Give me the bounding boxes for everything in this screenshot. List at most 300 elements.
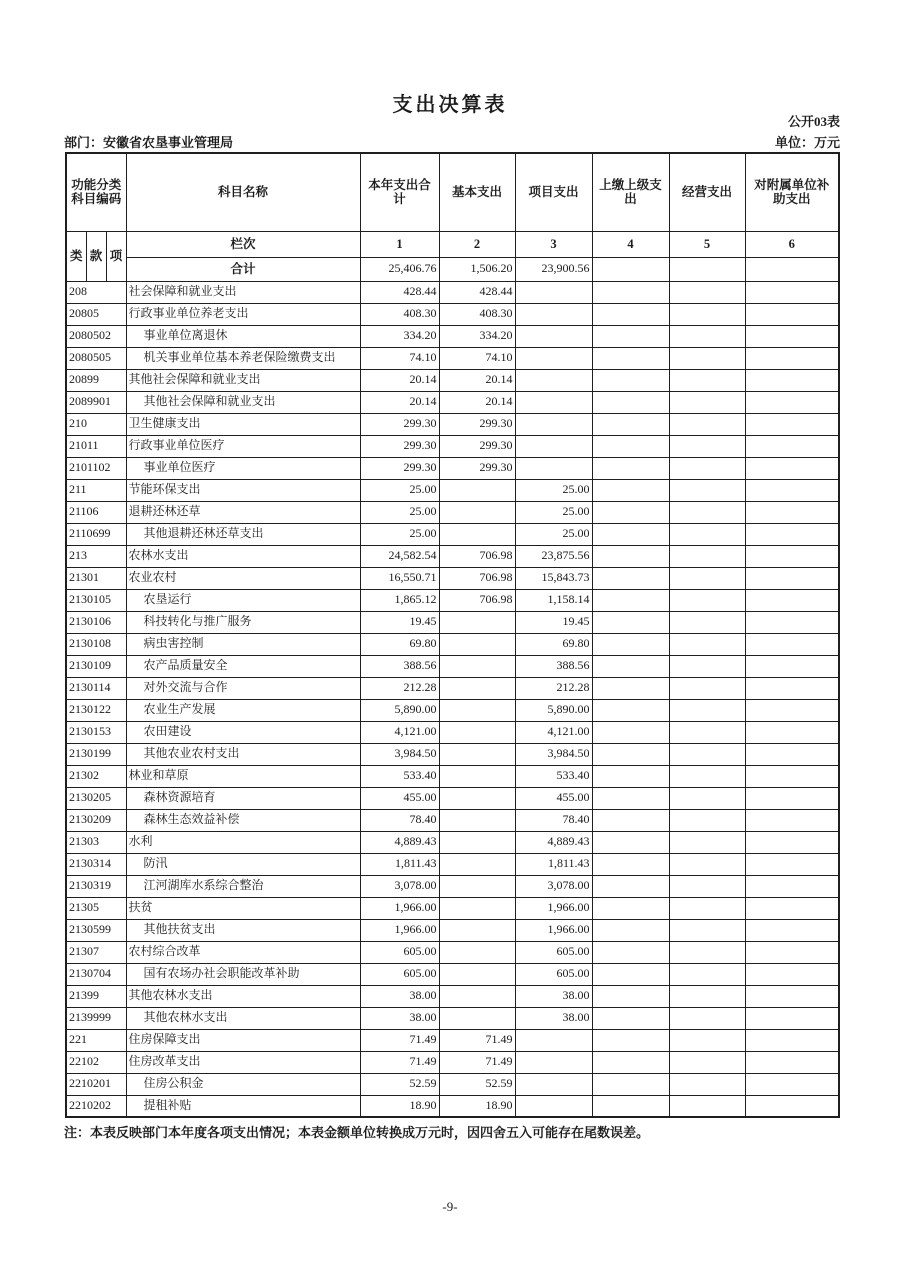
row-value xyxy=(439,721,515,743)
row-value xyxy=(669,831,745,853)
table-row xyxy=(66,721,839,743)
row-value: 605.00 xyxy=(515,941,592,963)
row-value: 1,865.12 xyxy=(360,589,439,611)
row-value xyxy=(669,875,745,897)
row-value xyxy=(745,655,839,677)
row-value: 1,158.14 xyxy=(515,589,592,611)
table-row xyxy=(66,875,839,897)
row-value: 428.44 xyxy=(439,281,515,303)
row-value: 455.00 xyxy=(360,787,439,809)
row-value: 20.14 xyxy=(360,391,439,413)
row-subject-name: 事业单位医疗 xyxy=(126,457,360,479)
row-value xyxy=(515,391,592,413)
row-value xyxy=(669,545,745,567)
row-value xyxy=(669,457,745,479)
row-value xyxy=(592,545,669,567)
column-number: 5 xyxy=(669,231,745,257)
row-value xyxy=(745,897,839,919)
header-project-expenditure: 项目支出 xyxy=(515,153,592,231)
row-value: 4,121.00 xyxy=(360,721,439,743)
table-row xyxy=(66,787,839,809)
row-value xyxy=(439,985,515,1007)
row-value xyxy=(669,501,745,523)
row-subject-name: 行政事业单位医疗 xyxy=(126,435,360,457)
row-value xyxy=(515,281,592,303)
row-value: 20.14 xyxy=(439,369,515,391)
table-row xyxy=(66,1095,839,1117)
row-value: 388.56 xyxy=(360,655,439,677)
row-value: 23,875.56 xyxy=(515,545,592,567)
row-value xyxy=(669,567,745,589)
row-value: 78.40 xyxy=(360,809,439,831)
row-value xyxy=(669,809,745,831)
table-row xyxy=(66,655,839,677)
row-value: 299.30 xyxy=(360,457,439,479)
row-value: 25.00 xyxy=(515,501,592,523)
row-code: 21301 xyxy=(66,567,126,589)
row-subject-name: 节能环保支出 xyxy=(126,479,360,501)
row-value xyxy=(592,765,669,787)
row-value xyxy=(439,655,515,677)
table-row xyxy=(66,809,839,831)
row-value xyxy=(439,875,515,897)
row-value xyxy=(669,391,745,413)
row-subject-name: 行政事业单位养老支出 xyxy=(126,303,360,325)
row-value xyxy=(439,831,515,853)
row-subject-name: 农业农村 xyxy=(126,567,360,589)
row-value: 4,889.43 xyxy=(360,831,439,853)
row-code: 2101102 xyxy=(66,457,126,479)
row-value xyxy=(669,281,745,303)
row-value: 25.00 xyxy=(515,479,592,501)
row-value: 71.49 xyxy=(360,1051,439,1073)
row-subject-name: 其他扶贫支出 xyxy=(126,919,360,941)
row-value xyxy=(669,479,745,501)
table-row xyxy=(66,831,839,853)
row-value xyxy=(669,721,745,743)
table-row xyxy=(66,347,839,369)
row-value xyxy=(669,1051,745,1073)
row-code: 2130314 xyxy=(66,853,126,875)
row-subject-name: 农田建设 xyxy=(126,721,360,743)
row-value xyxy=(669,303,745,325)
row-subject-name: 农垦运行 xyxy=(126,589,360,611)
row-code: 2130199 xyxy=(66,743,126,765)
row-value xyxy=(745,853,839,875)
row-value xyxy=(745,1007,839,1029)
header-operating-expenditure: 经营支出 xyxy=(669,153,745,231)
row-value xyxy=(515,435,592,457)
row-subject-name: 其他社会保障和就业支出 xyxy=(126,391,360,413)
table-row xyxy=(66,435,839,457)
row-value: 334.20 xyxy=(439,325,515,347)
column-number: 4 xyxy=(592,231,669,257)
row-value xyxy=(515,303,592,325)
row-subject-name: 事业单位离退休 xyxy=(126,325,360,347)
row-value: 19.45 xyxy=(515,611,592,633)
row-value: 408.30 xyxy=(439,303,515,325)
row-subject-name: 卫生健康支出 xyxy=(126,413,360,435)
row-value: 212.28 xyxy=(515,677,592,699)
total-value: 1,506.20 xyxy=(439,257,515,281)
row-value: 5,890.00 xyxy=(360,699,439,721)
row-value xyxy=(592,369,669,391)
column-number: 3 xyxy=(515,231,592,257)
row-code: 22102 xyxy=(66,1051,126,1073)
row-value xyxy=(592,303,669,325)
column-number: 1 xyxy=(360,231,439,257)
row-value xyxy=(592,567,669,589)
total-label: 合计 xyxy=(126,257,360,281)
row-value: 3,078.00 xyxy=(360,875,439,897)
row-value: 1,811.43 xyxy=(360,853,439,875)
row-value xyxy=(669,1073,745,1095)
row-value xyxy=(439,787,515,809)
row-value xyxy=(515,1029,592,1051)
row-code: 2130122 xyxy=(66,699,126,721)
row-value xyxy=(439,677,515,699)
row-value xyxy=(592,677,669,699)
row-value xyxy=(515,347,592,369)
department-label: 部门：安徽省农垦事业管理局 xyxy=(64,135,234,150)
row-subject-name: 扶贫 xyxy=(126,897,360,919)
row-value xyxy=(669,853,745,875)
row-value xyxy=(592,787,669,809)
row-value xyxy=(745,1029,839,1051)
total-value: 25,406.76 xyxy=(360,257,439,281)
row-subject-name: 其他农业农村支出 xyxy=(126,743,360,765)
row-value xyxy=(592,743,669,765)
total-value xyxy=(669,257,745,281)
row-code: 21106 xyxy=(66,501,126,523)
row-value xyxy=(515,325,592,347)
row-code: 2210202 xyxy=(66,1095,126,1117)
row-value: 388.56 xyxy=(515,655,592,677)
row-value xyxy=(592,1029,669,1051)
row-subject-name: 住房改革支出 xyxy=(126,1051,360,1073)
table-row xyxy=(66,413,839,435)
row-value xyxy=(439,523,515,545)
lanci-label: 栏次 xyxy=(126,231,360,257)
row-value: 24,582.54 xyxy=(360,545,439,567)
table-row xyxy=(66,897,839,919)
row-code: 2130153 xyxy=(66,721,126,743)
row-value xyxy=(439,919,515,941)
table-row xyxy=(66,941,839,963)
row-value xyxy=(745,1073,839,1095)
row-value xyxy=(745,611,839,633)
row-code: 2130319 xyxy=(66,875,126,897)
header-code-item: 项 xyxy=(106,231,126,281)
column-number: 6 xyxy=(745,231,839,257)
footnote: 注：本表反映部门本年度各项支出情况；本表金额单位转换成万元时，因四舍五入可能存在尾数误差。 xyxy=(64,1125,650,1140)
table-row xyxy=(66,1029,839,1051)
row-value xyxy=(592,347,669,369)
row-code: 21307 xyxy=(66,941,126,963)
row-subject-name: 水利 xyxy=(126,831,360,853)
row-value: 533.40 xyxy=(360,765,439,787)
row-value xyxy=(745,589,839,611)
row-value xyxy=(745,523,839,545)
row-code: 21399 xyxy=(66,985,126,1007)
column-number: 2 xyxy=(439,231,515,257)
row-code: 2130108 xyxy=(66,633,126,655)
row-value xyxy=(592,941,669,963)
row-value: 74.10 xyxy=(439,347,515,369)
table-row xyxy=(66,303,839,325)
row-value: 299.30 xyxy=(360,435,439,457)
row-value xyxy=(669,611,745,633)
row-value xyxy=(592,1073,669,1095)
row-value xyxy=(515,369,592,391)
row-value: 71.49 xyxy=(439,1051,515,1073)
row-value: 428.44 xyxy=(360,281,439,303)
row-value: 605.00 xyxy=(515,963,592,985)
row-value xyxy=(745,567,839,589)
table-row xyxy=(66,567,839,589)
row-code: 2080505 xyxy=(66,347,126,369)
row-value: 69.80 xyxy=(360,633,439,655)
table-row xyxy=(66,589,839,611)
row-value: 25.00 xyxy=(360,523,439,545)
row-value: 706.98 xyxy=(439,567,515,589)
row-value xyxy=(592,1007,669,1029)
row-value: 334.20 xyxy=(360,325,439,347)
total-row xyxy=(66,257,839,281)
row-value: 38.00 xyxy=(360,1007,439,1029)
row-code: 211 xyxy=(66,479,126,501)
column-number-row xyxy=(66,231,839,257)
row-value xyxy=(592,413,669,435)
row-value xyxy=(669,413,745,435)
table-row xyxy=(66,369,839,391)
row-value: 38.00 xyxy=(515,985,592,1007)
header-code-class: 类 xyxy=(66,231,86,281)
row-value xyxy=(669,963,745,985)
row-value xyxy=(745,787,839,809)
row-value xyxy=(592,853,669,875)
row-value xyxy=(439,765,515,787)
row-code: 208 xyxy=(66,281,126,303)
header-basic-expenditure: 基本支出 xyxy=(439,153,515,231)
row-value: 1,966.00 xyxy=(360,919,439,941)
row-subject-name: 其他农林水支出 xyxy=(126,985,360,1007)
row-value xyxy=(515,1051,592,1073)
row-value xyxy=(592,501,669,523)
row-code: 2110699 xyxy=(66,523,126,545)
row-value: 5,890.00 xyxy=(515,699,592,721)
row-code: 21011 xyxy=(66,435,126,457)
row-value xyxy=(515,457,592,479)
row-subject-name: 农产品质量安全 xyxy=(126,655,360,677)
table-row xyxy=(66,1007,839,1029)
row-subject-name: 国有农场办社会职能改革补助 xyxy=(126,963,360,985)
row-value: 533.40 xyxy=(515,765,592,787)
unit-label: 单位：万元 xyxy=(774,135,840,150)
table-row xyxy=(66,325,839,347)
row-value: 38.00 xyxy=(360,985,439,1007)
row-value xyxy=(745,985,839,1007)
row-value xyxy=(745,677,839,699)
page-title: 支出决算表 xyxy=(392,92,508,116)
row-value xyxy=(439,1007,515,1029)
row-code: 2130105 xyxy=(66,589,126,611)
row-subject-name: 退耕还林还草 xyxy=(126,501,360,523)
row-value xyxy=(745,435,839,457)
row-value xyxy=(669,523,745,545)
row-value: 299.30 xyxy=(439,435,515,457)
row-value xyxy=(592,655,669,677)
table-row xyxy=(66,391,839,413)
row-value xyxy=(745,501,839,523)
row-value xyxy=(439,897,515,919)
row-value: 52.59 xyxy=(439,1073,515,1095)
row-value xyxy=(592,1051,669,1073)
row-value xyxy=(592,611,669,633)
table-row xyxy=(66,633,839,655)
row-value xyxy=(745,699,839,721)
row-value xyxy=(592,457,669,479)
row-subject-name: 病虫害控制 xyxy=(126,633,360,655)
row-value: 16,550.71 xyxy=(360,567,439,589)
row-value xyxy=(592,391,669,413)
row-value xyxy=(669,897,745,919)
row-code: 2130205 xyxy=(66,787,126,809)
row-value: 69.80 xyxy=(515,633,592,655)
row-code: 213 xyxy=(66,545,126,567)
row-value xyxy=(439,743,515,765)
row-value: 25.00 xyxy=(515,523,592,545)
row-value xyxy=(669,941,745,963)
row-value xyxy=(669,435,745,457)
row-value xyxy=(669,787,745,809)
total-value xyxy=(745,257,839,281)
row-value xyxy=(592,985,669,1007)
row-value: 299.30 xyxy=(360,413,439,435)
row-code: 2130704 xyxy=(66,963,126,985)
row-value xyxy=(669,743,745,765)
row-subject-name: 住房保障支出 xyxy=(126,1029,360,1051)
row-code: 221 xyxy=(66,1029,126,1051)
row-code: 20899 xyxy=(66,369,126,391)
header-code-section: 款 xyxy=(86,231,106,281)
row-value: 455.00 xyxy=(515,787,592,809)
row-value xyxy=(745,413,839,435)
row-value xyxy=(592,633,669,655)
row-value xyxy=(669,347,745,369)
row-value: 71.49 xyxy=(360,1029,439,1051)
row-value xyxy=(669,699,745,721)
row-value xyxy=(592,523,669,545)
row-value xyxy=(745,963,839,985)
row-value: 74.10 xyxy=(360,347,439,369)
row-value xyxy=(592,699,669,721)
row-value xyxy=(515,1073,592,1095)
row-value xyxy=(439,809,515,831)
row-value xyxy=(745,325,839,347)
row-value xyxy=(745,721,839,743)
row-subject-name: 农村综合改革 xyxy=(126,941,360,963)
row-code: 2130209 xyxy=(66,809,126,831)
row-subject-name: 机关事业单位基本养老保险缴费支出 xyxy=(126,347,360,369)
row-value xyxy=(745,765,839,787)
row-value: 1,966.00 xyxy=(515,919,592,941)
row-value xyxy=(592,435,669,457)
row-value: 71.49 xyxy=(439,1029,515,1051)
row-value xyxy=(669,985,745,1007)
row-value xyxy=(592,589,669,611)
row-value xyxy=(439,699,515,721)
row-value: 212.28 xyxy=(360,677,439,699)
row-subject-name: 提租补贴 xyxy=(126,1095,360,1117)
row-subject-name: 森林生态效益补偿 xyxy=(126,809,360,831)
row-code: 2130599 xyxy=(66,919,126,941)
row-value xyxy=(515,1095,592,1117)
row-value xyxy=(592,281,669,303)
row-code: 2210201 xyxy=(66,1073,126,1095)
row-value: 3,984.50 xyxy=(360,743,439,765)
row-value: 605.00 xyxy=(360,941,439,963)
row-value: 20.14 xyxy=(360,369,439,391)
row-subject-name: 科技转化与推广服务 xyxy=(126,611,360,633)
table-row xyxy=(66,1073,839,1095)
row-value xyxy=(745,1051,839,1073)
row-value: 15,843.73 xyxy=(515,567,592,589)
row-value: 19.45 xyxy=(360,611,439,633)
row-code: 20805 xyxy=(66,303,126,325)
table-row xyxy=(66,985,839,1007)
row-subject-name: 住房公积金 xyxy=(126,1073,360,1095)
row-subject-name: 森林资源培育 xyxy=(126,787,360,809)
row-subject-name: 农林水支出 xyxy=(126,545,360,567)
row-subject-name: 其他退耕还林还草支出 xyxy=(126,523,360,545)
row-value: 25.00 xyxy=(360,501,439,523)
expenditure-table xyxy=(65,152,840,1118)
table-row xyxy=(66,545,839,567)
header-row xyxy=(66,153,839,231)
row-value: 3,078.00 xyxy=(515,875,592,897)
row-value: 18.90 xyxy=(360,1095,439,1117)
header-code-group: 功能分类科目编码 xyxy=(66,153,126,231)
row-value xyxy=(745,391,839,413)
row-subject-name: 农业生产发展 xyxy=(126,699,360,721)
table-row xyxy=(66,963,839,985)
row-value xyxy=(669,919,745,941)
row-value xyxy=(515,413,592,435)
row-value xyxy=(669,589,745,611)
row-value: 52.59 xyxy=(360,1073,439,1095)
row-value: 25.00 xyxy=(360,479,439,501)
row-value: 4,889.43 xyxy=(515,831,592,853)
row-value xyxy=(745,303,839,325)
table-row xyxy=(66,853,839,875)
row-value xyxy=(745,281,839,303)
table-row xyxy=(66,677,839,699)
table-row xyxy=(66,919,839,941)
row-value xyxy=(745,875,839,897)
table-row xyxy=(66,281,839,303)
row-value xyxy=(592,875,669,897)
page-number: -9- xyxy=(442,1199,458,1214)
total-value: 23,900.56 xyxy=(515,257,592,281)
total-value xyxy=(592,257,669,281)
row-code: 2130114 xyxy=(66,677,126,699)
row-value xyxy=(669,1007,745,1029)
row-value xyxy=(592,1095,669,1117)
row-value xyxy=(592,325,669,347)
row-value xyxy=(669,325,745,347)
row-subject-name: 江河湖库水系综合整治 xyxy=(126,875,360,897)
